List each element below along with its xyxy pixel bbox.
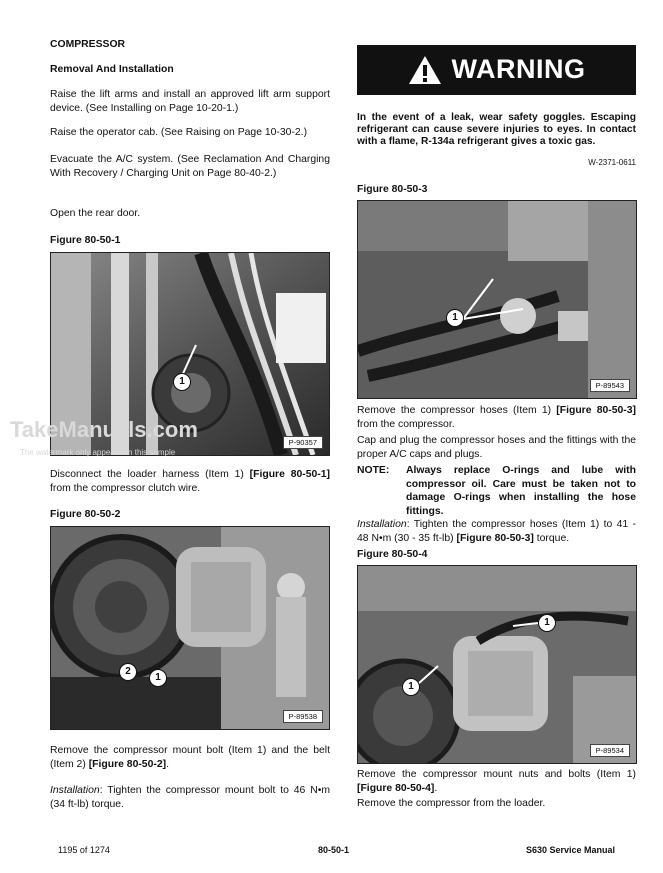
figure-3-callout-1: 1 bbox=[446, 309, 464, 327]
step-disconnect-harness: Disconnect the loader harness (Item 1) [Figure 80-50-1] from the compressor clutch wire. bbox=[50, 469, 330, 494]
figure-4-reference[interactable]: [Figure 80-50-4] bbox=[357, 782, 435, 794]
figure-1-reference[interactable]: [Figure 80-50-1] bbox=[249, 469, 330, 480]
section-title: COMPRESSOR bbox=[50, 39, 126, 50]
figure-3-label: Figure 80-50-3 bbox=[357, 184, 428, 195]
warning-triangle-icon bbox=[408, 55, 442, 85]
figure-4-label: Figure 80-50-4 bbox=[357, 549, 428, 560]
installation-hoses: Installation: Tighten the compressor hoses (Item 1) to 41 - 48 N•m (30 - 35 ft-lb) [Figure 80-50-3] torque. bbox=[357, 519, 636, 544]
figure-3-photo bbox=[357, 200, 637, 399]
figure-1-callout-1: 1 bbox=[173, 373, 191, 391]
step-open-rear-door: Open the rear door. bbox=[50, 208, 141, 219]
note-text: Always replace O-rings and lube with compressor oil. Care must be taken not to damage O-rings when installing the hose fittings. bbox=[406, 465, 636, 517]
step-raise-lift-arms: Raise the lift arms and install an approved lift arm support device. (See Installing on Page 10-20-1.) bbox=[50, 89, 330, 114]
footer-manual-title: S630 Service Manual bbox=[526, 845, 616, 855]
figure-3-reference[interactable]: [Figure 80-50-3] bbox=[556, 405, 636, 416]
figure-1-photo-code: P-90357 bbox=[283, 436, 323, 449]
warning-code: W-2371-0611 bbox=[588, 158, 636, 167]
figure-4-photo bbox=[357, 565, 637, 764]
footer-page-count: 1195 of 1274 bbox=[58, 845, 110, 855]
watermark-notice: The watermark only appears on this sample bbox=[20, 448, 176, 457]
step-remove-mount-nuts: Remove the compressor mount nuts and bolts (Item 1) [Figure 80-50-4]. bbox=[357, 769, 636, 794]
installation-label: Installation bbox=[50, 785, 100, 796]
warning-banner bbox=[357, 45, 636, 95]
figure-2-callout-2: 2 bbox=[119, 663, 137, 681]
note-block bbox=[357, 464, 636, 518]
figure-4-callout-1b: 1 bbox=[402, 678, 420, 696]
watermark-brand: TakeManuals.com bbox=[10, 417, 198, 442]
warning-text: In the event of a leak, wear safety goggles. Escaping refrigerant can cause severe injuries to eyes. In contact with a flame, R-134a refrigerant gives a toxic gas. bbox=[357, 112, 636, 148]
step-evacuate-ac: Evacuate the A/C system. (See Reclamation And Charging With Recovery / Charging Unit on Page 80-40-2.) bbox=[50, 154, 330, 179]
figure-3-photo-code: P-89543 bbox=[590, 379, 630, 392]
subsection-title: Removal And Installation bbox=[50, 64, 174, 75]
warning-label: WARNING bbox=[451, 54, 586, 85]
step-remove-hoses: Remove the compressor hoses (Item 1) [Figure 80-50-3] from the compressor. bbox=[357, 405, 636, 430]
step-raise-cab: Raise the operator cab. (See Raising on Page 10-30-2.) bbox=[50, 127, 308, 138]
figure-4-photo-code: P-89534 bbox=[590, 744, 630, 757]
figure-4-callout-1a: 1 bbox=[538, 614, 556, 632]
step-remove-compressor: Remove the compressor from the loader. bbox=[357, 798, 546, 809]
figure-1-label: Figure 80-50-1 bbox=[50, 235, 121, 246]
figure-2-reference[interactable]: [Figure 80-50-2] bbox=[88, 758, 167, 770]
figure-2-photo-code: P-89538 bbox=[283, 710, 323, 723]
figure-2-callout-1: 1 bbox=[149, 669, 167, 687]
figure-3-reference-2[interactable]: [Figure 80-50-3] bbox=[456, 532, 534, 544]
footer-page-number: 80-50-1 bbox=[318, 845, 350, 855]
step-cap-plug: Cap and plug the compressor hoses and the fittings with the proper A/C caps and plugs. bbox=[357, 435, 636, 460]
step-remove-mount-bolt: Remove the compressor mount bolt (Item 1) and the belt (Item 2) [Figure 80-50-2]. bbox=[50, 745, 330, 770]
figure-2-label: Figure 80-50-2 bbox=[50, 509, 121, 520]
note-label: NOTE: bbox=[357, 465, 390, 476]
figure-2-photo bbox=[50, 526, 330, 730]
installation-mount-bolt: Installation: Tighten the compressor mount bolt to 46 N•m (34 ft-lb) torque. bbox=[50, 785, 330, 810]
